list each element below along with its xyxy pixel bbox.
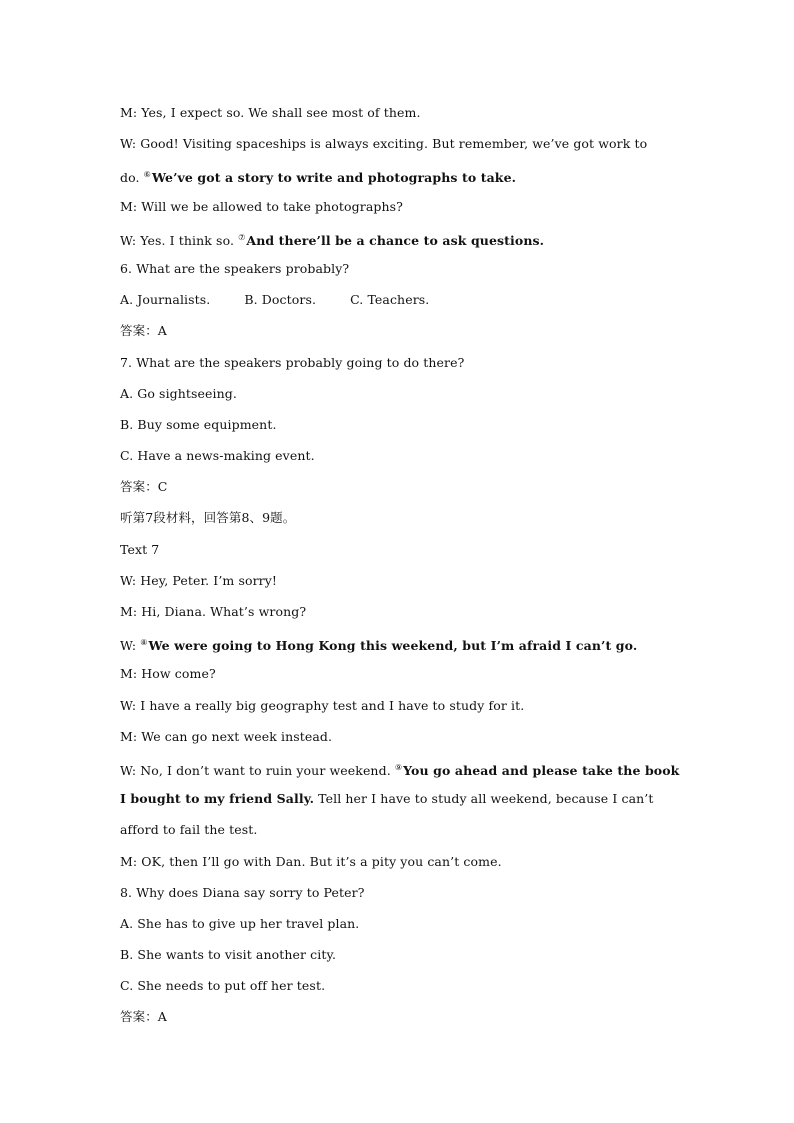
clue-marker: ⑧ [140,638,148,648]
line-text: M: We can go next week instead. [120,728,333,744]
option-text: B. Buy some equipment. [120,416,277,432]
dialogue-line [120,103,690,134]
option-text: C. She needs to put off her test. [120,978,326,994]
document-page [120,103,690,1039]
option [120,415,690,446]
option [120,914,690,945]
option-b: B. Doctors. [244,292,317,308]
dialogue-line [120,852,690,883]
highlighted-clue: We’ve got a story to write and photographs to take. [151,170,517,186]
line-text: M: Yes, I expect so. We shall see most of them. [120,105,421,120]
dialogue-line [120,602,690,633]
option-a: A. Journalists. [120,292,211,308]
highlighted-clue: We were going to Hong Kong this weekend, but I’m afraid I can’t go. [148,638,638,654]
line-text: do. [120,170,144,186]
option-text: B. She wants to visit another city. [120,947,337,963]
line-text: W: Yes. I think so. [120,232,239,248]
answer [120,321,690,352]
option-text: C. Have a news-making event. [120,448,315,464]
option-text: A. She has to give up her travel plan. [120,915,360,931]
question-text: 7. What are the speakers probably going to do there? [120,354,465,370]
answer [120,1007,690,1038]
line-text: M: OK, then I’ll go with Dan. But it’s a pity you can’t come. [120,853,502,869]
highlighted-clue: I bought to my friend Sally. [120,791,315,807]
instruction-text: 听第7段材料，回答第8、9题。 [120,510,296,526]
line-text: M: How come? [120,666,216,682]
dialogue-line [120,197,690,228]
dialogue-line [120,696,690,727]
highlighted-clue: And there’ll be a chance to ask questions. [246,232,545,248]
question [120,353,690,384]
dialogue-line [120,571,690,602]
line-text: M: Hi, Diana. What’s wrong? [120,604,307,619]
question [120,259,690,290]
question-text: 6. What are the speakers probably? [120,260,350,276]
option-text: A. Go sightseeing. [120,385,237,401]
question-text: 8. Why does Diana say sorry to Peter? [120,884,365,900]
clue-marker: ⑨ [394,762,403,772]
line-text: W: No, I don’t want to ruin your weekend. [120,762,395,778]
line-text: afford to fail the test. [120,822,258,838]
answer-text: 答案：C [120,479,168,495]
answer-text: 答案：A [120,1009,167,1025]
dialogue-line [120,789,690,820]
line-text: W: Hey, Peter. I’m sorry! [120,572,278,588]
dialogue-line [120,758,690,789]
line-text: W: Good! Visiting spaceships is always exciting. But remember, we’ve got work to [120,136,648,152]
line-text: Tell her I have to study all weekend, because I can’t [314,791,654,807]
clue-marker: ⑦ [238,232,246,242]
title-text: Text 7 [120,541,160,557]
section-title [120,540,690,571]
section-instruction [120,508,690,539]
question [120,883,690,914]
answer-text: 答案：A [120,323,167,339]
dialogue-line [120,165,690,196]
option-c: C. Teachers. [350,292,430,308]
clue-marker: ⑥ [143,170,151,180]
dialogue-line [120,134,690,165]
dialogue-line [120,633,690,664]
options-row [120,290,690,321]
dialogue-line [120,664,690,695]
option [120,945,690,976]
answer [120,477,690,508]
line-text: W: I have a really big geography test and I have to study for it. [120,697,525,713]
line-text: M: Will we be allowed to take photographs? [120,198,403,214]
highlighted-clue: You go ahead and please take the book [403,762,680,778]
dialogue-line [120,820,690,851]
dialogue-line [120,228,690,259]
option [120,976,690,1007]
line-text: W: [120,638,141,654]
dialogue-line [120,727,690,758]
option [120,384,690,415]
option [120,446,690,477]
